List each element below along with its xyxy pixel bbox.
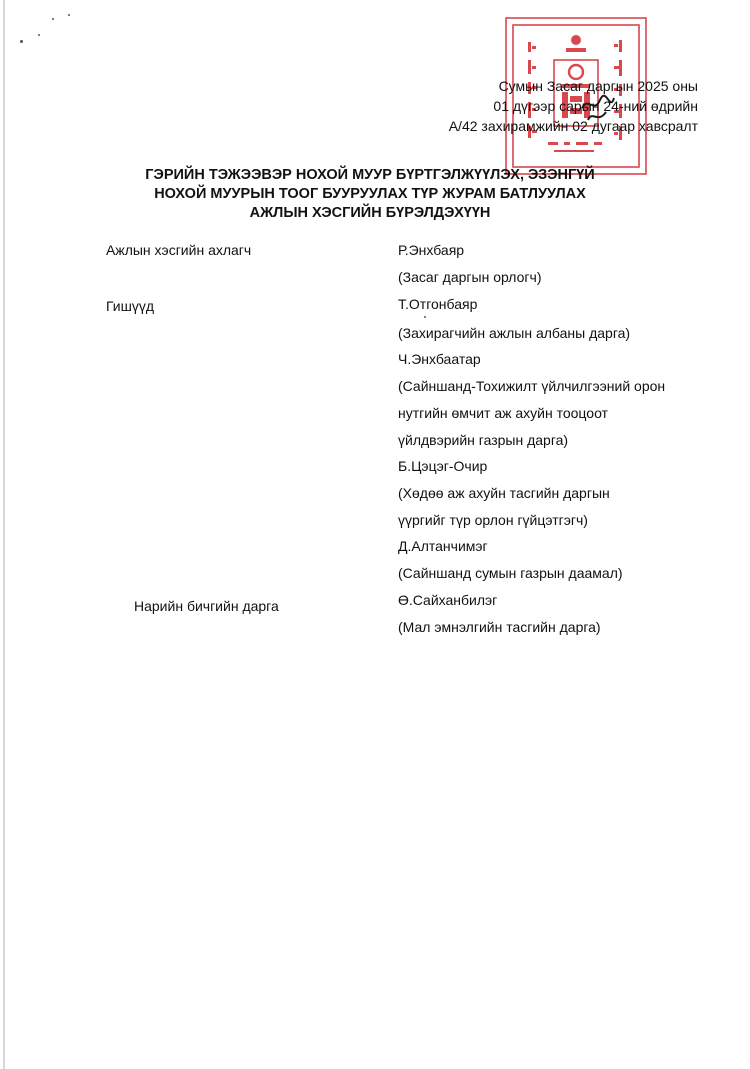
document-title [90,166,650,223]
annex-reference [380,76,698,136]
member-entry [398,240,728,287]
title-line-1: ГЭРИЙН ТЭЖЭЭВЭР НОХОЙ МУУР БҮРТГЭЛЖҮҮЛЭХ, ЭЗЭНГҮЙ [145,167,595,183]
member-entry [398,294,728,343]
annex-line-2: 01 дүгээр сарын 24-ний өдрийн [493,98,698,114]
role-head-label: Ажлын хэсгийн ахлагч [106,242,252,258]
member-entry [398,349,728,450]
member-name: Б.Цэцэг-Очир [398,458,488,474]
annex-line-3: А/42 захирамжийн 02 дугаар хавсралт [448,118,698,134]
member-entry [398,536,728,583]
member-list [398,240,728,637]
member-name: Ч.Энхбаатар [398,351,481,367]
role-secretary-label: Нарийн бичгийн дарга [134,598,279,614]
member-position: үүргийг түр орлон гүйцэтгэгч) [398,512,588,528]
member-position: (Засаг даргын орлогч) [398,269,542,285]
annex-line-1: Сумын Засаг даргын 2025 оны [498,78,698,94]
member-entry [398,456,728,530]
member-name: Р.Энхбаяр [398,242,465,258]
title-line-3: АЖЛЫН ХЭСГИЙН БҮРЭЛДЭХҮҮН [249,205,491,221]
member-position: (Захирагчийн ажлын албаны дарга) [398,325,631,341]
scan-speck [20,40,23,43]
member-position: үйлдвэрийн газрын дарга) [398,432,569,448]
member-position: (Сайншанд-Тохижилт үйлчилгээний орон [398,378,666,394]
member-position: (Хөдөө аж ахуйн тасгийн даргын [398,485,610,501]
member-entry [398,590,728,637]
title-line-2: НОХОЙ МУУРЫН ТООГ БУУРУУЛАХ ТҮР ЖУРАМ БАТЛУУЛАХ [154,186,586,202]
member-position: (Сайншанд сумын газрын даамал) [398,565,623,581]
scan-speck [38,34,40,36]
scan-speck [68,14,70,16]
member-position: (Мал эмнэлгийн тасгийн дарга) [398,619,601,635]
scan-edge [3,0,5,1069]
scan-speck [424,316,426,318]
scan-speck [52,18,54,20]
member-position: нутгийн өмчит аж ахуйн тооцоот [398,405,608,421]
role-members-label: Гишүүд [106,298,155,314]
member-name: Ө.Сайханбилэг [398,592,498,608]
member-name: Т.Отгонбаяр [398,296,478,312]
member-name: Д.Алтанчимэг [398,538,488,554]
signature-scribble [578,90,618,130]
